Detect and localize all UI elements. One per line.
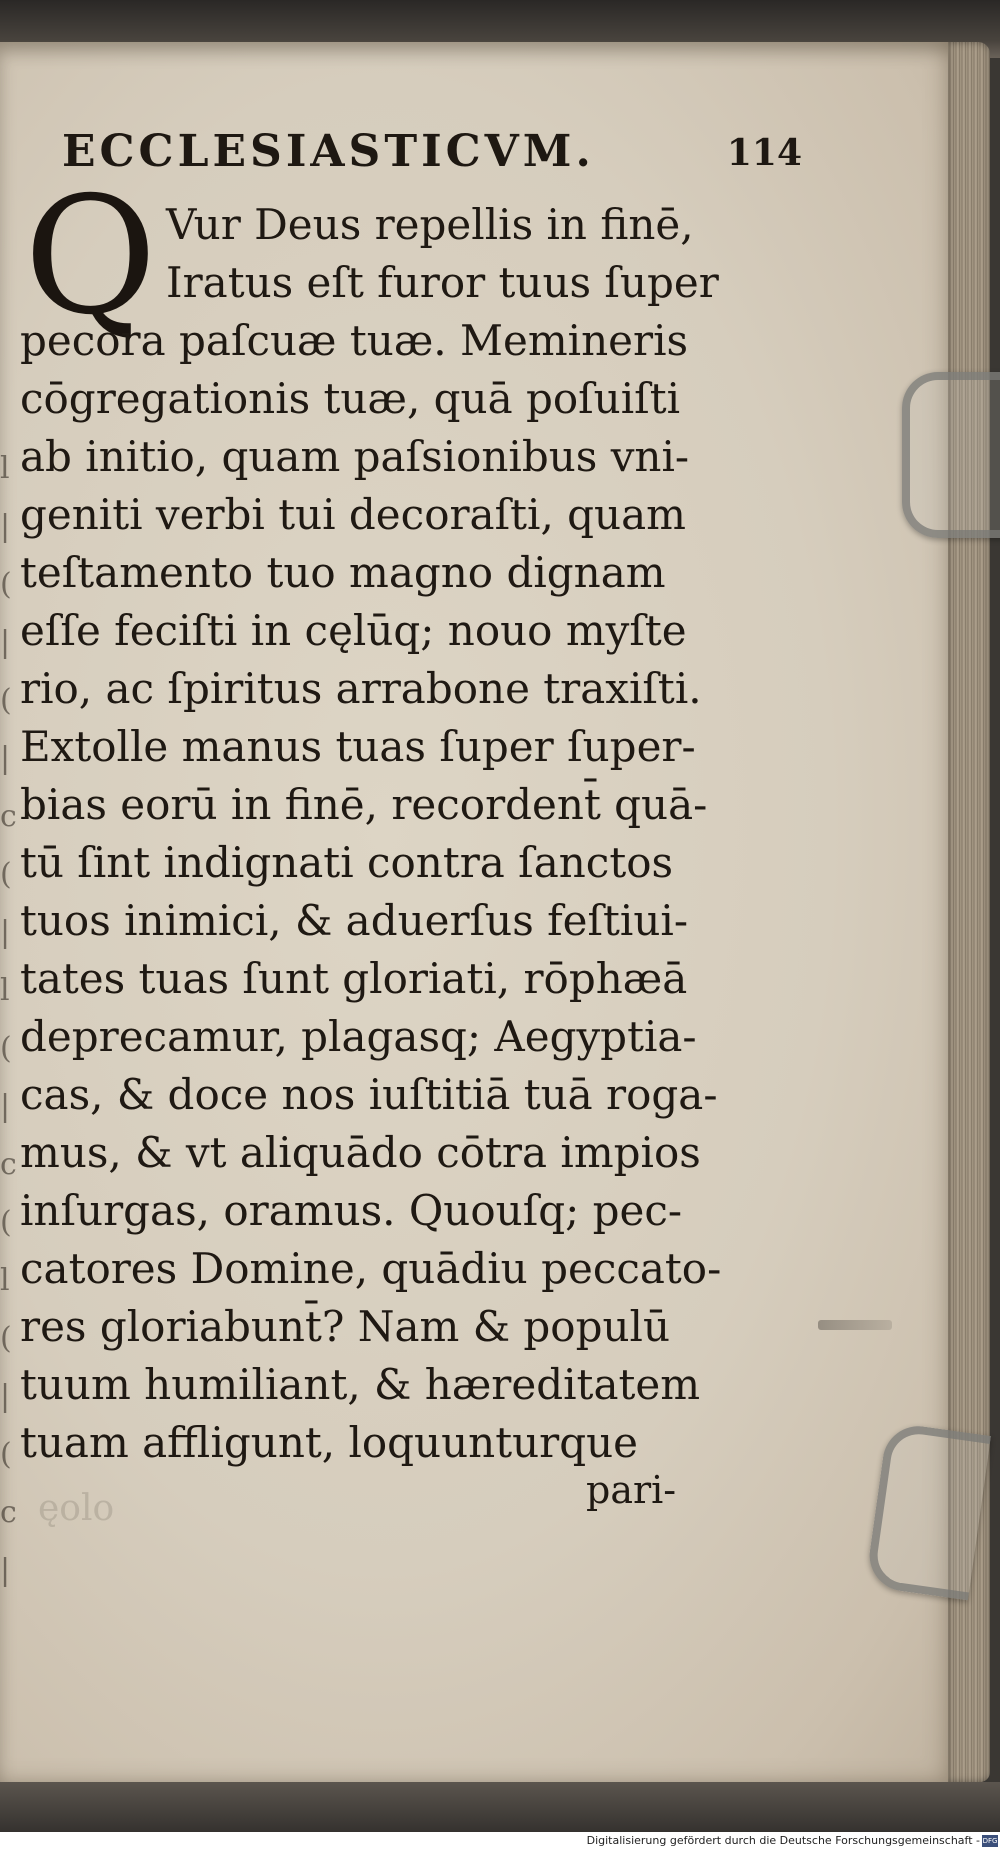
text-line: geniti verbi tui decoraſti, quam: [20, 490, 686, 539]
text-line: tuam affligunt, loquunturque: [20, 1418, 639, 1467]
text-line: catores Domine, quādiu peccato-: [20, 1244, 722, 1293]
dfg-logo: DFG: [982, 1837, 998, 1845]
text-line: pecora paſcuæ tuæ. Memineris: [20, 316, 689, 365]
text-line: tuum humiliant, & hæreditatem: [20, 1360, 701, 1409]
running-title: ECCLESIASTICVM.: [62, 126, 595, 177]
text-line: rio, ac ſpiritus arrabone traxiſti.: [20, 664, 702, 713]
show-through-text: ęolo: [38, 1488, 115, 1529]
text-line: tū ſint indignati contra ſanctos: [20, 838, 674, 887]
text-line: teſtamento tuo magno dignam: [20, 548, 666, 597]
text-line: inſurgas, oramus. Quouſq; pec-: [20, 1186, 683, 1235]
bottom-shadow: [0, 1782, 1000, 1832]
text-line: Iratus eſt furor tuus ſuper: [166, 258, 719, 307]
text-line: Vur Deus repellis in finē,: [166, 200, 694, 249]
footer-credit: Digitalisierung gefördert durch die Deutsche Forschungsgemeinschaft -: [586, 1834, 980, 1847]
text-line: mus, & vt aliquādo cōtra impios: [20, 1128, 701, 1177]
show-through-margin: l | ( | ( | c ( | l ( | c ( l ( | ( c |: [0, 451, 17, 1588]
text-line: cōgregationis tuæ, quā poſuiſti: [20, 374, 681, 423]
digitization-footer: [0, 1832, 1000, 1851]
text-line: cas, & doce nos iuſtitiā tuā roga-: [20, 1070, 718, 1119]
text-line: deprecamur, plagasq; Aegyptia-: [20, 1012, 697, 1061]
text-line: eſſe feciſti in cęlūq; nouo myſte: [20, 606, 687, 655]
text-line: res gloriabunt̄? Nam & populū: [20, 1302, 671, 1351]
text-line: bias eorū in finē, recordent̄ quā-: [20, 780, 708, 829]
text-line: tuos inimici, & aduerſus feſtiui-: [20, 896, 689, 945]
body-text: [20, 196, 722, 1472]
text-line: Extolle manus tuas ſuper ſuper-: [20, 722, 696, 771]
drop-cap: Q: [24, 163, 157, 351]
text-line: tates tuas ſunt gloriati, rōphæā: [20, 954, 688, 1003]
stray-mark: [818, 1320, 892, 1330]
page-number: 114: [726, 132, 802, 174]
catchword: pari-: [586, 1468, 677, 1512]
text-line: ab initio, quam paſsionibus vni-: [20, 432, 690, 481]
page-clip-top: [902, 372, 1000, 538]
